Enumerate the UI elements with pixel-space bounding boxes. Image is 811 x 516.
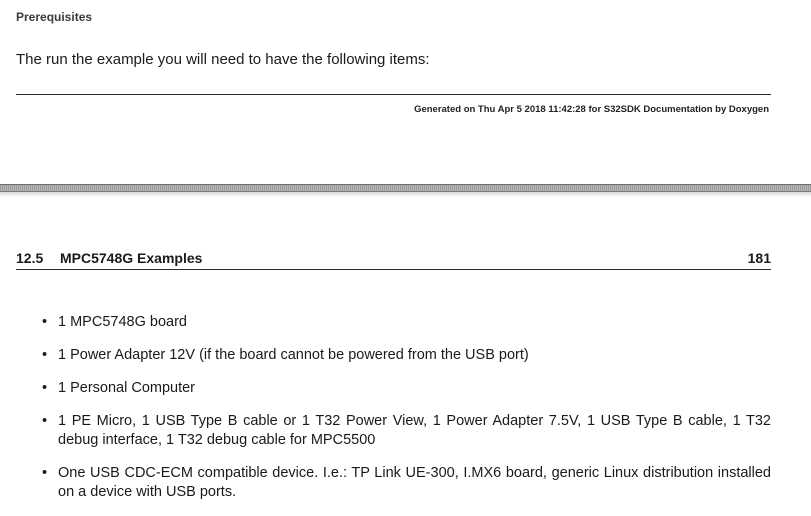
list-item-text: 1 Personal Computer <box>58 380 196 396</box>
list-item <box>40 464 771 502</box>
page-header <box>16 249 771 270</box>
page-separator <box>0 184 811 192</box>
requirements-list <box>40 313 771 516</box>
intro-paragraph: The run the example you will need to have the following items: <box>16 51 430 68</box>
list-item-text: One USB CDC-ECM compatible device. I.e.: TP Link UE-300, I.MX6 board, generic Linux distribution installed on a device with USB ports. <box>58 465 771 500</box>
doxygen-footer: Generated on Thu Apr 5 2018 11:42:28 for S32SDK Documentation by Doxygen <box>414 104 769 115</box>
section-title: MPC5748G Examples <box>60 250 203 266</box>
list-item-text: 1 PE Micro, 1 USB Type B cable or 1 T32 Power View, 1 Power Adapter 7.5V, 1 USB Type B cable, 1 T32 debug interface, 1 T32 debug cable for MPC5500 <box>58 413 771 448</box>
bullet-icon: • <box>42 314 48 330</box>
list-item <box>40 313 771 332</box>
list-item <box>40 412 771 450</box>
bullet-icon: • <box>42 413 48 429</box>
list-item-text: 1 Power Adapter 12V (if the board cannot be powered from the USB port) <box>58 347 529 363</box>
page-number: 181 <box>747 250 771 266</box>
bullet-icon: • <box>42 465 48 481</box>
previous-page <box>0 0 811 184</box>
list-item <box>40 379 771 398</box>
footer-divider <box>16 94 771 95</box>
bullet-icon: • <box>42 347 48 363</box>
list-item-text: 1 MPC5748G board <box>58 314 187 330</box>
prerequisites-heading: Prerequisites <box>16 10 93 24</box>
bullet-icon: • <box>42 380 48 396</box>
list-item <box>40 346 771 365</box>
section-number: 12.5 <box>16 250 44 266</box>
